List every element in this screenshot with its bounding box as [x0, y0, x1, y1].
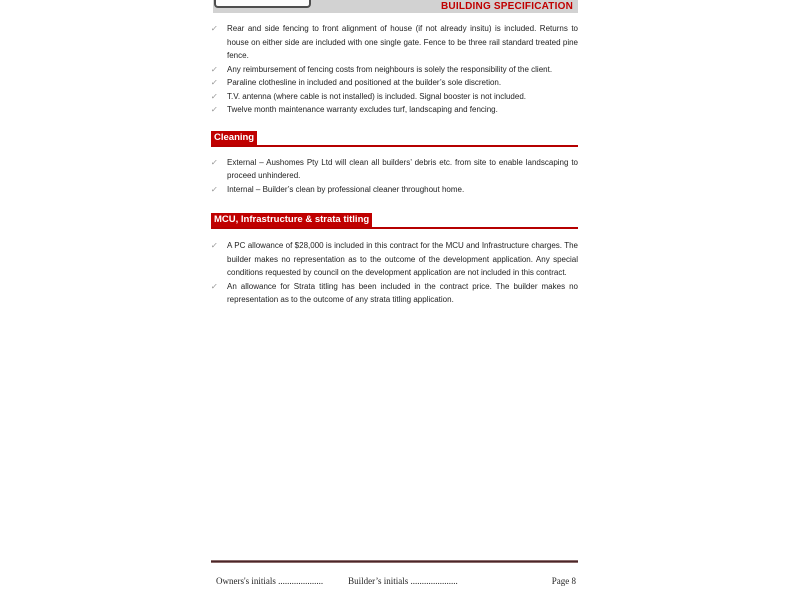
section-heading-cleaning: Cleaning [211, 131, 257, 145]
bullet-text: An allowance for Strata titling has been included in the contract price. The builder makes no representation as to the outcome of any strata titling application. [227, 281, 578, 304]
checkmark-icon: ✓ [210, 78, 219, 87]
document-body [211, 22, 578, 307]
section-heading-rule [211, 213, 578, 229]
checkmark-icon: ✓ [210, 241, 219, 250]
bullet-list-mcu [211, 239, 578, 307]
checkmark-icon: ✓ [210, 157, 219, 167]
checkmark-icon: ✓ [210, 281, 219, 291]
cutoff-header-box [214, 0, 311, 8]
footer-divider [211, 560, 578, 563]
list-item [211, 63, 578, 77]
page-footer [211, 576, 578, 586]
bullet-text: External – Aushomes Pty Ltd will clean all builders’ debris etc. from site to enable landscaping to proceed unhindered. [227, 157, 578, 180]
section-heading-rule [211, 131, 578, 147]
section-heading-mcu: MCU, Infrastructure & strata titling [211, 213, 372, 227]
checkmark-icon: ✓ [210, 64, 219, 74]
bullet-text: Twelve month maintenance warranty excludes turf, landscaping and fencing. [227, 105, 498, 114]
builders-initials-label: Builder’s initials ..................... [348, 576, 458, 586]
checkmark-icon: ✓ [210, 105, 219, 114]
list-item [211, 183, 578, 197]
list-item [211, 22, 578, 63]
bullet-list-fencing [211, 22, 578, 117]
bullet-text: A PC allowance of $28,000 is included in this contract for the MCU and Infrastructure charges. The builder makes no representation as to the outcome of the development application. Any special conditions requested by council on the development application are not included in this contract. [227, 241, 578, 277]
list-item [211, 156, 578, 183]
list-item [211, 103, 578, 117]
bullet-text: Rear and side fencing to front alignment of house (if not already insitu) is included. Returns to house on either side are included with one single gate. Fence to be three rail standard treated pine fence. [227, 24, 578, 60]
bullet-text: Paraline clothesline in included and positioned at the builder’s sole discretion. [227, 78, 502, 87]
checkmark-icon: ✓ [210, 184, 219, 194]
list-item [211, 280, 578, 307]
checkmark-icon: ✓ [210, 24, 219, 33]
owners-initials-label: Owners's initials .................... [216, 576, 324, 586]
bullet-text: T.V. antenna (where cable is not installed) is included. Signal booster is not included. [227, 91, 526, 101]
checkmark-icon: ✓ [210, 91, 219, 101]
bullet-text: Any reimbursement of fencing costs from neighbours is solely the responsibility of the client. [227, 64, 553, 74]
bullet-list-cleaning [211, 156, 578, 197]
bullet-text: Internal – Builder’s clean by professional cleaner throughout home. [227, 184, 465, 194]
list-item [211, 90, 578, 104]
page-title: BUILDING SPECIFICATION [441, 1, 573, 12]
page-number: Page 8 [551, 576, 576, 586]
list-item [211, 76, 578, 90]
list-item [211, 239, 578, 280]
